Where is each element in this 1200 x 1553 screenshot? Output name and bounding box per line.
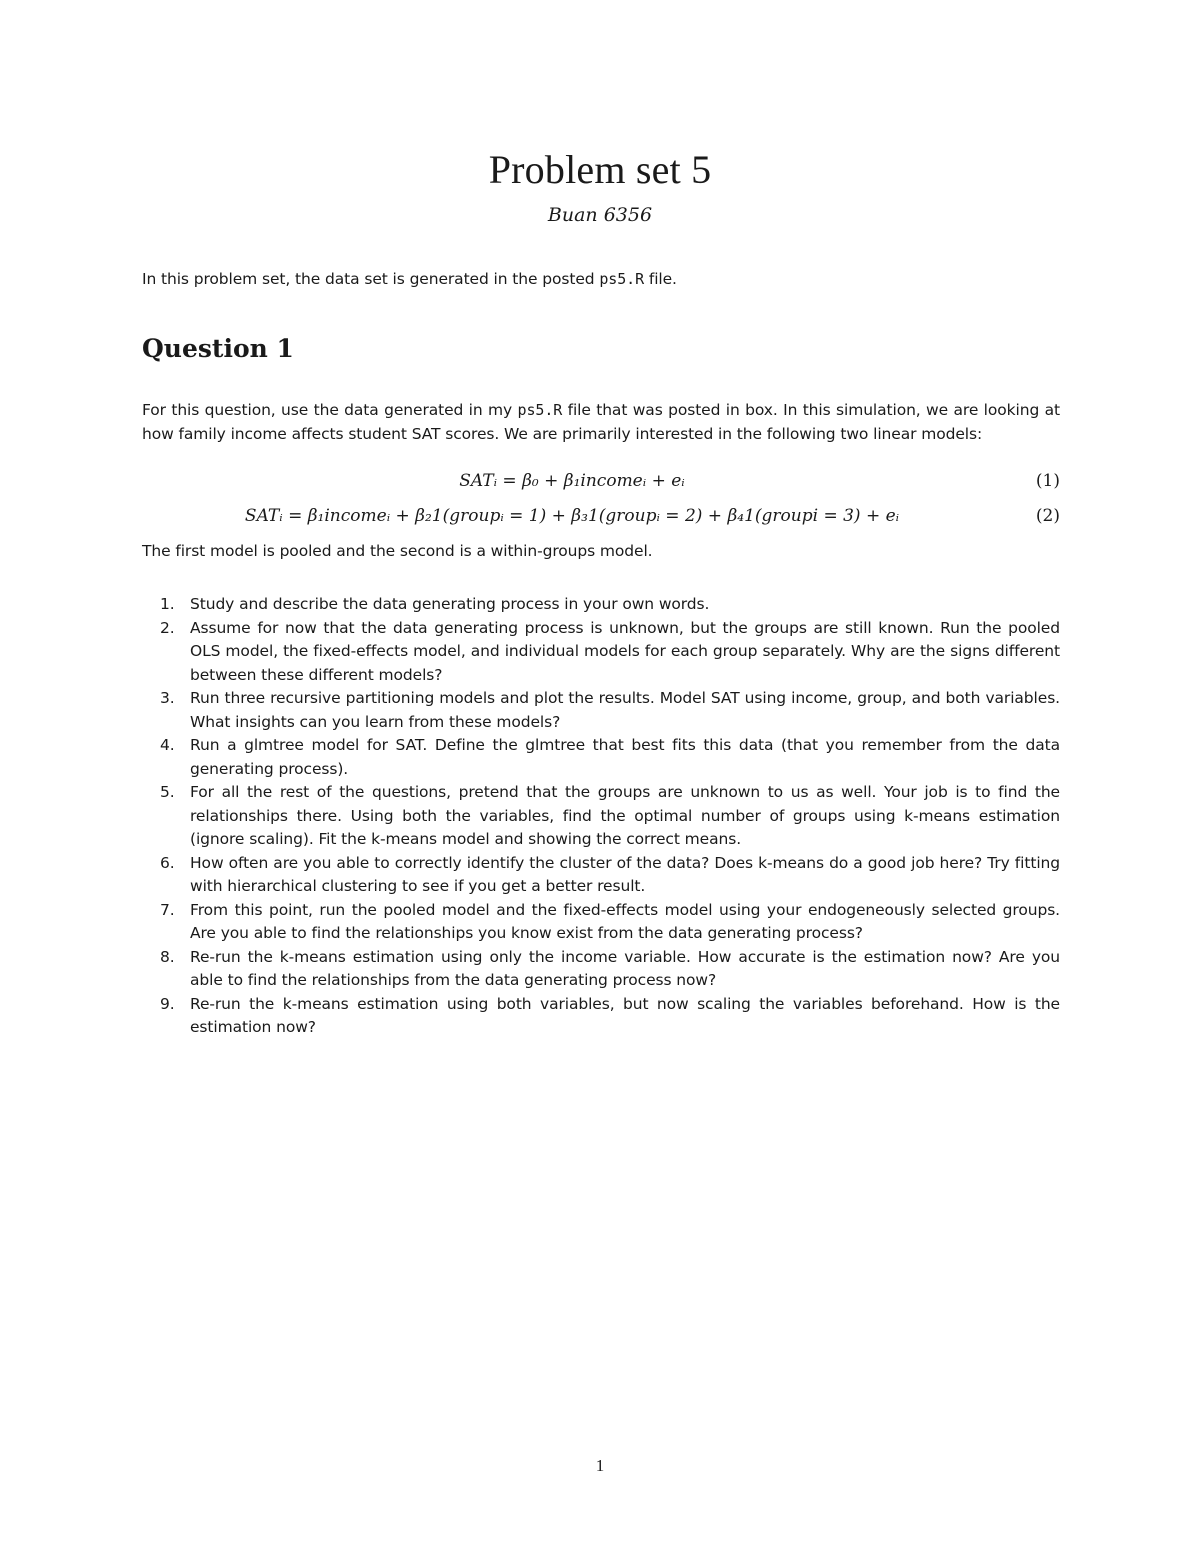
equation-2-number: (2) — [1035, 506, 1060, 526]
list-item-number: 5. — [160, 783, 175, 801]
list-item-text: Re-run the k-means estimation using only the income variable. How accurate is the estimation now? Are you able to find the relationships from the data generating process now? — [190, 947, 1060, 989]
list-item-text: Re-run the k-means estimation using both variables, but now scaling the variables beforehand. How is the estimation now? — [190, 994, 1060, 1036]
question-intro-part1: For this question, use the data generated in my — [142, 401, 518, 419]
list-item-number: 8. — [160, 947, 175, 966]
document-subtitle: Buan 6356 — [547, 204, 653, 226]
list-item — [160, 593, 1060, 617]
list-item-number: 3. — [160, 689, 175, 707]
equation-1-body: SATᵢ = β₀ + β₁incomeᵢ + eᵢ — [459, 471, 685, 491]
list-item-number: 1. — [160, 595, 175, 613]
list-item-number: 6. — [160, 853, 175, 872]
intro-file-name: ps5.R — [599, 270, 645, 288]
list-item-number: 9. — [160, 994, 175, 1013]
intro-text-after: file. — [644, 270, 677, 288]
equation-1 — [142, 471, 1060, 497]
list-item — [160, 734, 1060, 781]
equation-2 — [142, 506, 1060, 532]
list-item — [160, 852, 1060, 899]
list-item-number: 7. — [160, 900, 175, 919]
list-item-text: Study and describe the data generating process in your own words. — [190, 595, 710, 613]
question-list — [142, 593, 1060, 1040]
list-item — [160, 899, 1060, 946]
question-intro-paragraph — [142, 399, 1060, 446]
list-item-text: Run three recursive partitioning models and plot the results. Model SAT using income, group, and both variables. What insights can you learn from these models? — [190, 689, 1060, 731]
list-item-text: From this point, run the pooled model and the fixed-effects model using your endogeneously selected groups. Are you able to find the relationships you know exist from the data generating process? — [190, 900, 1060, 942]
question-intro-file-name: ps5.R — [517, 401, 563, 419]
document-title: Problem set 5 — [488, 147, 712, 192]
list-item — [160, 781, 1060, 852]
list-item-text: Run a glmtree model for SAT. Define the glmtree that best fits this data (that you remember from the data generating process). — [190, 736, 1060, 778]
question-intro-part2: file that was posted in box. In this simulation, we are looking at how family income affects student SAT scores. We are primarily interested in the following two linear models: — [142, 401, 1060, 443]
list-item — [160, 617, 1060, 688]
list-item-number: 2. — [160, 618, 175, 637]
list-item — [160, 946, 1060, 993]
intro-text-before: In this problem set, the data set is generated in the posted — [142, 270, 600, 288]
equation-2-body: SATᵢ = β₁incomeᵢ + β₂1(groupᵢ = 1) + β₃1(groupᵢ = 2) + β₄1(groupi = 3) + eᵢ — [244, 506, 900, 526]
list-item — [160, 993, 1060, 1040]
intro-paragraph — [142, 268, 1062, 292]
equation-1-number: (1) — [1035, 471, 1060, 491]
list-item-text: How often are you able to correctly identify the cluster of the data? Does k-means do a good job here? Try fitting with hierarchical clustering to see if you get a better result. — [190, 853, 1060, 895]
list-item-text: Assume for now that the data generating process is unknown, but the groups are still known. Run the pooled OLS model, the fixed-effects model, and individual models for each group separately. Why are the signs different between these different models? — [190, 618, 1060, 684]
section-heading: Question 1 — [142, 334, 294, 363]
list-item — [160, 687, 1060, 734]
page-number: 1 — [595, 1456, 605, 1475]
list-item-number: 4. — [160, 736, 175, 754]
models-description: The first model is pooled and the second is a within-groups model. — [142, 542, 653, 560]
list-item-text: For all the rest of the questions, pretend that the groups are unknown to us as well. Your job is to find the relationships there. Using both the variables, find the optimal number of groups using k-means estimation (ignore scaling). Fit the k-means model and showing the correct means. — [190, 783, 1060, 848]
